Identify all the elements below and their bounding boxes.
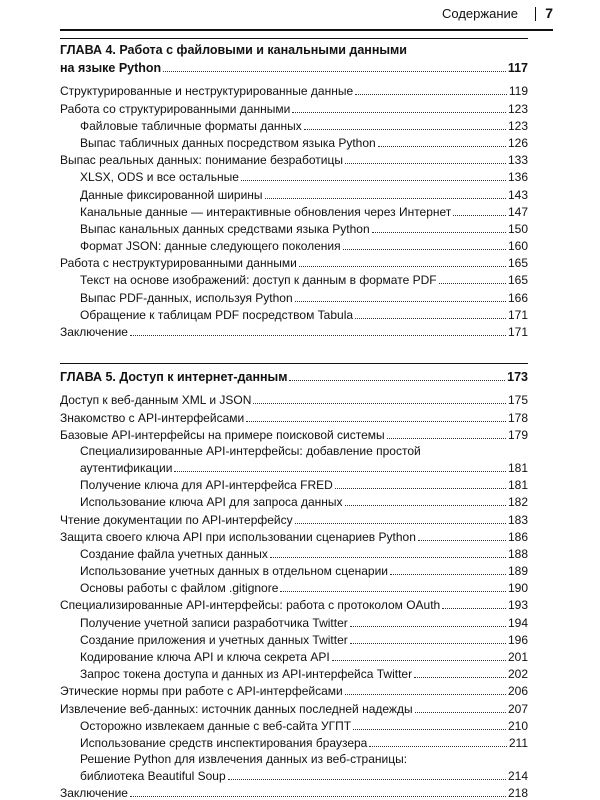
toc-entry[interactable]	[60, 442, 528, 458]
leader-dots	[414, 677, 506, 678]
toc-entry[interactable]	[60, 681, 528, 698]
toc-entry-title: Использование учетных данных в отдельном сценарии	[80, 564, 389, 579]
toc-entry[interactable]	[60, 167, 528, 184]
toc-entry-title: Использование ключа API для запроса данных	[80, 495, 343, 510]
toc-entry-title: Использование средств инспектирования браузера	[80, 735, 368, 750]
chapter-5-page: 173	[507, 370, 528, 385]
running-header-title: Содержание	[442, 6, 518, 21]
chapter-4-title-line2: на языке Python	[60, 61, 162, 76]
chapter-4-heading	[60, 42, 528, 75]
toc-entry[interactable]	[60, 202, 528, 219]
chapter-5-title: ГЛАВА 5. Доступ к интернет-данным	[60, 370, 288, 385]
toc-entry-title: Работа с неструктурированными данными	[60, 256, 297, 271]
leader-dots	[280, 591, 506, 592]
toc-entry-page: 136	[507, 170, 528, 185]
toc-entry-title: XLSX, ODS и все остальные	[80, 170, 239, 185]
toc-entry[interactable]	[60, 595, 528, 612]
leader-dots	[369, 746, 507, 747]
toc-entry[interactable]	[60, 458, 528, 475]
leader-dots	[418, 540, 506, 541]
toc-entry-page: 183	[507, 512, 528, 527]
toc-entry[interactable]	[60, 390, 528, 407]
toc-entry[interactable]	[60, 750, 528, 766]
toc-entry-title: Структурированные и неструктурированные данные	[60, 84, 354, 99]
toc-entry-title: Получение учетной записи разработчика Twitter	[80, 615, 348, 630]
toc-entry-title: Решение Python для извлечения данных из веб-страницы:	[80, 751, 408, 766]
leader-dots	[295, 301, 506, 302]
toc-entry-title: Этические нормы при работе с API-интерфейсами	[60, 684, 343, 699]
leader-dots	[253, 403, 506, 404]
leader-dots	[295, 523, 506, 524]
leader-dots	[442, 608, 506, 609]
leader-dots	[335, 488, 506, 489]
chapter-divider	[60, 363, 528, 364]
toc-entry-page: 196	[507, 632, 528, 647]
toc-entry[interactable]	[60, 322, 528, 339]
toc-entry[interactable]	[60, 578, 528, 595]
toc-entry[interactable]	[60, 698, 528, 715]
toc-entry-page: 181	[507, 478, 528, 493]
toc-entry[interactable]	[60, 475, 528, 492]
header-rule	[60, 29, 553, 31]
chapter-5-title-row	[60, 367, 528, 384]
toc-entry-page: 181	[507, 460, 528, 475]
toc-entry-title: Заключение	[60, 786, 128, 800]
toc-entry[interactable]	[60, 733, 528, 750]
leader-dots	[345, 505, 506, 506]
leader-dots	[415, 712, 506, 713]
page-number: 7	[545, 5, 553, 21]
toc-entry[interactable]	[60, 527, 528, 544]
toc-entry-page: 123	[507, 101, 528, 116]
toc-entry[interactable]	[60, 253, 528, 270]
toc-entry-page: 179	[507, 427, 528, 442]
toc-entry-title: Защита своего ключа API при использовании сценариев Python	[60, 529, 416, 544]
toc-entry[interactable]	[60, 630, 528, 647]
table-of-contents	[60, 38, 528, 800]
toc-entry-title: Специализированные API-интерфейсы: добавление простой	[80, 443, 421, 458]
toc-entry-title: Знакомство с API-интерфейсами	[60, 410, 245, 425]
leader-dots	[372, 232, 506, 233]
leader-dots	[304, 129, 506, 130]
leader-dots	[174, 471, 506, 472]
toc-entry[interactable]	[60, 407, 528, 424]
toc-entry-title: Осторожно извлекаем данные с веб-сайта УГПТ	[80, 718, 352, 733]
running-header	[0, 0, 600, 26]
toc-entry-page: 147	[507, 204, 528, 219]
toc-entry[interactable]	[60, 236, 528, 253]
toc-entry-page: 193	[507, 598, 528, 613]
toc-entry-title: Выпас реальных данных: понимание безработицы	[60, 153, 343, 168]
leader-dots	[378, 146, 506, 147]
chapter-5-entries	[60, 390, 528, 800]
leader-dots	[241, 180, 506, 181]
toc-entry[interactable]	[60, 425, 528, 442]
toc-entry[interactable]	[60, 783, 528, 800]
spacer	[60, 339, 528, 363]
toc-entry-page: 171	[507, 307, 528, 322]
toc-entry[interactable]	[60, 612, 528, 629]
toc-entry[interactable]	[60, 561, 528, 578]
toc-entry[interactable]	[60, 287, 528, 304]
toc-entry-page: 119	[508, 84, 528, 99]
leader-dots	[343, 249, 506, 250]
toc-entry-page: 214	[507, 769, 528, 784]
toc-entry[interactable]	[60, 133, 528, 150]
leader-dots	[387, 438, 506, 439]
toc-entry[interactable]	[60, 492, 528, 509]
toc-entry-page: 165	[507, 273, 528, 288]
toc-entry-page: 175	[507, 393, 528, 408]
toc-entry-title: Выпас PDF-данных, используя Python	[80, 290, 293, 305]
toc-entry-title: Данные фиксированной ширины	[80, 187, 263, 202]
toc-entry-title: Запрос токена доступа и данных из API-интерфейса Twitter	[80, 667, 413, 682]
leader-dots	[292, 112, 506, 113]
toc-entry-title: Кодирование ключа API и ключа секрета API	[80, 650, 330, 664]
toc-entry[interactable]	[60, 509, 528, 526]
toc-entry-page: 202	[507, 667, 528, 682]
toc-entry-title: Текст на основе изображений: доступ к данным в формате PDF	[80, 273, 437, 288]
leader-dots	[350, 626, 506, 627]
leader-dots	[246, 421, 506, 422]
chapter-4-page: 117	[507, 61, 528, 76]
toc-entry-title: Извлечение веб-данных: источник данных последней надежды	[60, 701, 413, 716]
toc-entry-title: Формат JSON: данные следующего поколения	[80, 239, 341, 254]
leader-dots	[130, 796, 506, 797]
toc-entry-title: Заключение	[60, 325, 128, 339]
leader-dots	[350, 643, 506, 644]
chapter-4-entries	[60, 81, 528, 339]
toc-entry[interactable]	[60, 150, 528, 167]
toc-entry-page: 143	[507, 187, 528, 202]
leader-dots	[265, 198, 506, 199]
toc-entry[interactable]	[60, 116, 528, 133]
leader-dots	[332, 660, 506, 661]
toc-entry[interactable]	[60, 647, 528, 664]
chapter-divider	[60, 38, 528, 39]
leader-dots	[289, 380, 505, 381]
toc-entry-page: 201	[507, 650, 528, 664]
toc-entry-title: Файловые табличные форматы данных	[80, 118, 302, 133]
toc-entry[interactable]	[60, 716, 528, 733]
toc-entry-page: 206	[507, 684, 528, 699]
toc-entry-title: Выпас канальных данных средствами языка Python	[80, 221, 370, 236]
toc-entry-title: Обращение к таблицам PDF посредством Tabula	[80, 307, 354, 322]
toc-entry[interactable]	[60, 184, 528, 201]
toc-entry-page: 218	[507, 786, 528, 800]
leader-dots	[299, 266, 506, 267]
toc-entry-page: 160	[507, 239, 528, 254]
leader-dots	[345, 163, 506, 164]
toc-entry-page: 123	[507, 118, 528, 133]
leader-dots	[439, 283, 506, 284]
toc-entry-title: Доступ к веб-данным XML и JSON	[60, 393, 252, 408]
toc-entry[interactable]	[60, 270, 528, 287]
toc-entry-page: 126	[507, 135, 528, 150]
leader-dots	[345, 694, 506, 695]
toc-entry-page: 182	[507, 495, 528, 510]
leader-dots	[355, 318, 506, 319]
leader-dots	[228, 779, 506, 780]
toc-entry-page: 178	[507, 410, 528, 425]
toc-entry-title: библиотека Beautiful Soup	[80, 769, 226, 784]
toc-entry-page: 171	[507, 325, 528, 339]
leader-dots	[130, 335, 506, 336]
leader-dots	[270, 557, 506, 558]
toc-entry-title: Выпас табличных данных посредством языка Python	[80, 135, 376, 150]
toc-entry-page: 186	[507, 529, 528, 544]
toc-entry-page: 189	[507, 564, 528, 579]
toc-entry[interactable]	[60, 766, 528, 783]
toc-entry-title: Работа со структурированными данными	[60, 101, 291, 116]
toc-entry-page: 210	[507, 718, 528, 733]
toc-entry[interactable]	[60, 98, 528, 115]
leader-dots	[355, 94, 507, 95]
toc-entry-title: Специализированные API-интерфейсы: работа с протоколом OAuth	[60, 598, 441, 613]
toc-entry-page: 150	[507, 221, 528, 236]
toc-entry[interactable]	[60, 219, 528, 236]
leader-dots	[453, 215, 506, 216]
toc-entry-page: 166	[507, 290, 528, 305]
toc-entry-page: 190	[507, 581, 528, 596]
toc-entry-title: Чтение документации по API-интерфейсу	[60, 512, 293, 527]
toc-entry-page: 133	[507, 153, 528, 168]
toc-entry-title: Создание приложения и учетных данных Twitter	[80, 632, 348, 647]
toc-entry[interactable]	[60, 305, 528, 322]
leader-dots	[163, 71, 506, 72]
leader-dots	[390, 574, 506, 575]
toc-entry-title: Канальные данные — интерактивные обновления через Интернет	[80, 204, 452, 219]
toc-entry[interactable]	[60, 544, 528, 561]
toc-entry[interactable]	[60, 664, 528, 681]
leader-dots	[353, 729, 506, 730]
toc-entry-title: Основы работы с файлом .gitignore	[80, 581, 279, 596]
toc-entry-page: 165	[507, 256, 528, 271]
toc-entry-page: 188	[507, 546, 528, 561]
chapter-4-title-row	[60, 58, 528, 75]
toc-entry-title: Базовые API-интерфейсы на примере поисковой системы	[60, 427, 385, 442]
toc-entry-page: 194	[507, 615, 528, 630]
toc-entry-title: аутентификации	[80, 460, 173, 475]
chapter-5-heading	[60, 367, 528, 384]
toc-entry-title: Создание файла учетных данных	[80, 546, 268, 561]
toc-entry-page: 207	[507, 701, 528, 716]
toc-entry-page: 211	[508, 735, 528, 750]
toc-entry-title: Получение ключа для API-интерфейса FRED	[80, 478, 333, 493]
toc-entry[interactable]	[60, 81, 528, 98]
chapter-4-title-line1: ГЛАВА 4. Работа с файловыми и канальными данными	[60, 43, 407, 57]
header-separator	[535, 7, 537, 21]
